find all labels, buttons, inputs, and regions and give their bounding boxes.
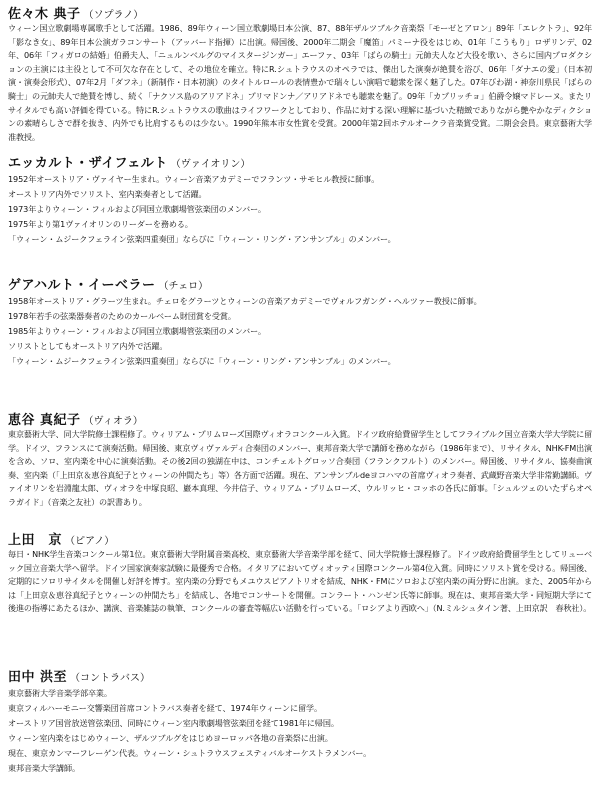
profile-soprano: [8, 4, 592, 144]
profile-heading: [8, 153, 592, 170]
profile-viola: [8, 410, 592, 510]
biography-line: オーストリア国営放送管弦楽団、同時にウィーン室内歌劇場管弦楽団を経て1981年に帰国。: [8, 718, 339, 728]
performer-instrument: （チェロ）: [158, 281, 209, 292]
profile-contrabass: [8, 667, 592, 776]
performer-biography: [8, 686, 592, 776]
biography-line: オーストリア内外でソリスト、室内楽奏者として活躍。: [8, 189, 207, 199]
profile-heading: [8, 667, 592, 684]
biography-line: 1978年若手の弦楽器奏者のためのカールベーム財団賞を受賞。: [8, 311, 236, 321]
performer-name: 田中 洪至: [8, 670, 68, 685]
performer-name: エッカルト・ザイフェルト: [8, 156, 168, 171]
performer-biography: ウィーン国立歌劇場専属歌手として活躍。1986、89年ウィーン国立歌劇場日本公演、87、88年ザルツブルク音楽祭「モーゼとアロン」89年「エレクトラ」、92年「影なき女」、89年日本公演ガラコンサート（アッバード指揮）に出演。帰国後、2000年二期会「魔笛」パミーナ役をはじめ、01年「こうもり」ロザリンデ、02年、06年「フィガロの結婚」伯爵夫人、「ニュルンベルグのマイスタージンガー」エーファ、03年「ばらの騎士」元帥夫人など大役を歌い、さらに国内プロダクションの主演には主役として不可欠な存在として、その地位を確立。特にR.シュトラウスのオペラでは、傑出した演奏が絶賛を浴び、06年「ダナエの愛」（日本初演・演奏会形式）、07年2月「ダフネ」（新制作・日本初演）のタイトルロールの表情豊かで瑞々しい演唱で聴衆を深く魅了した。07年びわ湖・神奈川県民「ばらの騎士」の元帥夫人で絶賛を博し、続く「ナクソス島のアリアドネ」プリマドンナ／アリアドネでも聴衆を魅了。09年「カプリッチョ」伯爵令嬢マドレーヌ。またリサイタルでも高い評価を得ている。特にR.シュトラウスの歌曲はライフワークとしており、作品に対する深い理解に基づいた精緻でありながら艶やかなディクションの素晴らしさで群を抜き、内外でも比肩するものは少ない。1990年熊本市女性賞を受賞。2000年第2回ホテルオークラ音楽賞受賞。二期会会員。東京藝術大学准教授。: [8, 23, 592, 142]
profile-heading: [8, 4, 592, 21]
performer-biography: 東京藝術大学、同大学院修士課程修了。ウィリアム・プリムローズ国際ヴィオラコンクール入賞。ドイツ政府給費留学生としてフライブルク国立音楽大学大学院に留学。ドイツ、フランスにて演奏活動。帰国後、東京ヴィヴァルディ合奏団のメンバー、東邦音楽大学で講師を務めながら（1986年まで）、リサイタル、NHK-FM出演を含め、ソロ、室内楽を中心に演奏活動。その後2回の独湖在中は、コンチェルトグロッソ合奏団（フランクフルト）のメンバー。帰国後、リサイタル、協奏曲演奏、室内楽（「上田京＆恵谷真紀子とウィーンの仲間たち」等）各方面で活躍。現在、アンサンブルdeヨコハマの首席ヴィオラ奏者、武蔵野音楽大学非常勤講師。ヴァイオリンを岩淵龍太郎、ヴィオラを中塚良昭、巖本真理、今井信子、ウィリアム・プリムローズ、ウルリッヒ・コッホの各氏に師事。「シュルツェのいたずらオペラガイド」（音楽之友社）の訳書あり。: [8, 429, 592, 507]
performer-biography: [8, 172, 592, 247]
biography-line: 「ウィーン・ムジークフェライン弦楽四重奏団」ならびに「ウィーン・リング・アンサンブル」のメンバー。: [8, 234, 396, 244]
biography-line: 「ウィーン・ムジークフェライン弦楽四重奏団」ならびに「ウィーン・リング・アンサンブル」のメンバー。: [8, 356, 396, 366]
profile-heading: [8, 410, 592, 427]
biography-line: 1952年オーストリア・ヴァイヤー生まれ。ウィーン音楽アカデミーでフランツ・サモヒル教授に師事。: [8, 174, 380, 184]
biography-line: 1958年オーストリア・グラーツ生まれ。チェロをグラーツとウィーンの音楽アカデミーでヴォルフガング・ヘルツァー教授に師事。: [8, 296, 482, 306]
performer-name: 上田 京: [8, 533, 63, 548]
profile-cello: [8, 275, 592, 369]
biography-line: 1973年よりウィーン・フィルおよび同国立歌劇場管弦楽団のメンバー。: [8, 204, 266, 214]
biography-line: ウィーン室内楽をはじめウィーン、ザルツブルグをはじめヨーロッパ各地の音楽祭に出演。: [8, 733, 333, 743]
profile-heading: [8, 530, 592, 547]
profile-violin: [8, 153, 592, 247]
biography-line: ソリストとしてもオーストリア内外で活躍。: [8, 341, 168, 351]
performer-name: ゲアハルト・イーベラー: [8, 278, 156, 293]
biography-line: 東京藝術大学音楽学部卒業。: [8, 688, 112, 698]
biography-line: 現在、東京カンマーフレーゲン代表。ウィーン・シュトラウスフェスティバルオーケストラメンバー。: [8, 748, 372, 758]
performer-biography: [8, 294, 592, 369]
performer-instrument: （ヴァイオリン）: [170, 159, 251, 170]
biography-line: 1975年より第1ヴァイオリンのリーダーを務める。: [8, 219, 193, 229]
performer-instrument: （ソプラノ）: [83, 10, 144, 21]
performer-biography: 毎日・NHK学生音楽コンクール第1位。東京藝術大学附属音楽高校、東京藝術大学音楽学部を経て、同大学院修士課程修了。ドイツ政府給費留学生としてリューベック国立音楽大学へ留学。ドイツ国家演奏家試験に最優秀で合格。イタリアにおいてヴィオッティ国際コンクール第4位入賞。同時にソリスト賞を受ける。帰国後、定期的にソロリサイタルを開催し好評を博す。室内楽の分野でもメユウスピアノトリオを結成、NHK・FMにソロおよび室内楽の両分野に出演。また、2005年からは「上田京＆恵谷真紀子とウィーンの仲間たち」を結成し、各地でコンサートを開催。コンラート・ハンゼン氏等に師事。現在は、東邦音楽大学・同短期大学にて後進の指導にあたるほか、講演、音楽雑誌の執筆、コンクールの審査等幅広い活動を行っている。「ロシアより西欧へ」（N.ミルシュタイン著、上田京訳 春秋社）。: [8, 549, 592, 614]
profile-piano: [8, 530, 592, 616]
biography-line: 1985年よりウィーン・フィルおよび同国立歌劇場管弦楽団のメンバー。: [8, 326, 266, 336]
performer-instrument: （ピアノ）: [65, 536, 115, 547]
profile-heading: [8, 275, 592, 292]
performer-instrument: （コントラバス）: [70, 673, 151, 684]
biography-line: 東邦音楽大学講師。: [8, 763, 80, 773]
biography-line: 東京フィルハーモニー交響楽団首席コントラバス奏者を経て、1974年ウィーンに留学。: [8, 703, 322, 713]
performer-name: 佐々木 典子: [8, 7, 81, 22]
performer-instrument: （ヴィオラ）: [83, 416, 143, 427]
performer-name: 恵谷 真紀子: [8, 413, 81, 428]
